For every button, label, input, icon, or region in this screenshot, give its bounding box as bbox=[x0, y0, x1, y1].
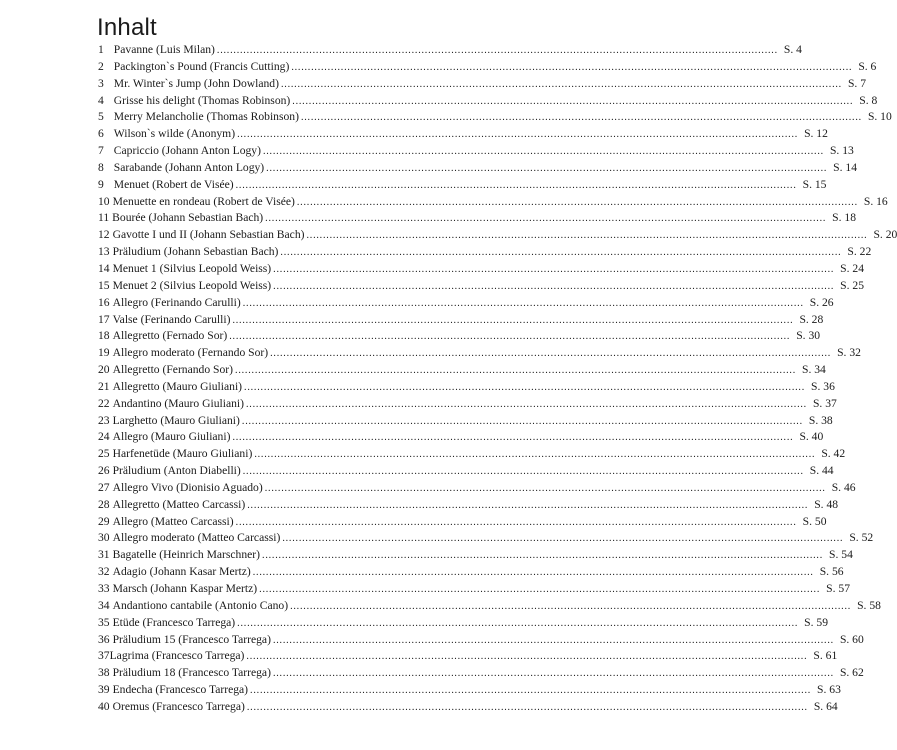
dot-leader: .......................................................................................................................................................................... bbox=[235, 179, 797, 191]
toc-entry bbox=[98, 210, 857, 227]
entry-page: S. 34 bbox=[802, 363, 826, 377]
entry-page: S. 37 bbox=[812, 396, 837, 410]
entry-page: S. 52 bbox=[849, 531, 874, 545]
entry-title: Endecha (Francesco Tarrega) bbox=[112, 683, 249, 697]
entry-number: 37 bbox=[98, 649, 110, 663]
dot-leader: .......................................................................................................................................................................... bbox=[246, 651, 808, 663]
dot-leader: .......................................................................................................................................................................... bbox=[232, 432, 794, 444]
toc-entry bbox=[98, 295, 834, 312]
entry-page: S. 54 bbox=[829, 548, 853, 562]
entry-number: 12 bbox=[98, 228, 110, 242]
entry-number: 20 bbox=[98, 363, 110, 377]
entry-title: Menuet 2 (Silvius Leopold Weiss) bbox=[112, 278, 272, 292]
entry-number: 29 bbox=[98, 514, 110, 528]
entry-title: Capriccio (Johann Anton Logy) bbox=[113, 144, 261, 158]
dot-leader: .......................................................................................................................................................................... bbox=[264, 482, 826, 494]
entry-number: 2 bbox=[98, 59, 104, 73]
dot-leader: .......................................................................................................................................................................... bbox=[262, 550, 824, 562]
toc-entry bbox=[98, 362, 826, 379]
entry-number: 13 bbox=[98, 245, 110, 259]
entry-title: Präludium (Anton Diabelli) bbox=[112, 464, 241, 478]
toc-entry bbox=[98, 93, 878, 110]
toc-entry bbox=[98, 194, 888, 211]
toc-entry bbox=[98, 345, 861, 362]
toc-entry bbox=[98, 244, 872, 261]
dot-leader: .......................................................................................................................................................................... bbox=[306, 230, 868, 242]
dot-leader: .......................................................................................................................................................................... bbox=[247, 499, 809, 511]
entry-page: S. 64 bbox=[813, 699, 838, 713]
dot-leader: .......................................................................................................................................................................... bbox=[290, 600, 852, 612]
entry-title: Allegro moderato (Fernando Sor) bbox=[112, 346, 269, 360]
entry-page: S. 36 bbox=[811, 379, 835, 393]
dot-leader: .......................................................................................................................................................................... bbox=[282, 533, 844, 545]
entry-page: S. 10 bbox=[867, 110, 892, 124]
entry-title: Mr. Winter`s Jump (John Dowland) bbox=[113, 76, 279, 90]
dot-leader: .......................................................................................................................................................................... bbox=[245, 398, 807, 410]
toc-entry bbox=[98, 278, 865, 295]
toc-entry bbox=[98, 682, 841, 699]
dot-leader: .......................................................................................................................................................................... bbox=[265, 213, 827, 225]
entry-page: S. 18 bbox=[832, 211, 857, 225]
dot-leader: .......................................................................................................................................................................... bbox=[262, 146, 824, 158]
toc-entry bbox=[98, 42, 802, 59]
toc-entry bbox=[98, 109, 892, 126]
toc-entry bbox=[98, 413, 833, 430]
entry-number: 36 bbox=[98, 632, 110, 646]
toc-entry bbox=[98, 547, 853, 564]
toc-entry bbox=[98, 227, 897, 244]
dot-leader: .......................................................................................................................................................................... bbox=[273, 263, 835, 275]
toc-entry bbox=[98, 160, 858, 177]
entry-page: S. 30 bbox=[796, 329, 821, 343]
entry-title: Adagio (Johann Kasar Mertz) bbox=[112, 565, 251, 579]
entry-page: S. 28 bbox=[799, 312, 824, 326]
entry-number: 26 bbox=[98, 464, 110, 478]
entry-number: 17 bbox=[98, 312, 110, 326]
dot-leader: .......................................................................................................................................................................... bbox=[273, 280, 835, 292]
entry-page: S. 26 bbox=[809, 295, 834, 309]
toc-entry bbox=[98, 665, 864, 682]
entry-title: Gavotte I und II (Johann Sebastian Bach) bbox=[112, 228, 305, 242]
entry-page: S. 16 bbox=[863, 194, 888, 208]
entry-page: S. 57 bbox=[826, 582, 850, 595]
table-of-contents bbox=[98, 42, 897, 716]
entry-number: 8 bbox=[98, 160, 104, 174]
entry-number: 18 bbox=[98, 329, 110, 343]
entry-page: S. 59 bbox=[804, 615, 829, 629]
entry-title: Allegro (Ferinando Carulli) bbox=[112, 295, 241, 309]
entry-title: Allegretto (Fernado Sor) bbox=[112, 329, 228, 343]
entry-title: Allegro Vivo (Dionisio Aguado) bbox=[112, 480, 263, 494]
toc-entry bbox=[98, 463, 834, 480]
entry-page: S. 63 bbox=[817, 683, 841, 697]
entry-number: 5 bbox=[98, 110, 104, 124]
entry-number: 3 bbox=[98, 76, 104, 90]
entry-page: S. 13 bbox=[829, 144, 854, 158]
entry-page: S. 4 bbox=[783, 43, 802, 56]
dot-leader: .......................................................................................................................................................................... bbox=[259, 584, 821, 595]
entry-page: S. 48 bbox=[814, 497, 839, 511]
toc-entry bbox=[98, 581, 850, 598]
entry-title: Allegro (Matteo Carcassi) bbox=[112, 514, 234, 528]
entry-number: 35 bbox=[98, 615, 110, 629]
entry-title: Menuette en rondeau (Robert de Visée) bbox=[112, 194, 295, 208]
dot-leader: .......................................................................................................................................................................... bbox=[300, 112, 862, 124]
entry-page: S. 7 bbox=[847, 76, 867, 90]
entry-page: S. 25 bbox=[840, 278, 865, 292]
entry-number: 1 bbox=[98, 43, 104, 56]
dot-leader: .......................................................................................................................................................................... bbox=[292, 95, 854, 107]
entry-number: 28 bbox=[98, 497, 110, 511]
entry-title: Oremus (Francesco Tarrega) bbox=[112, 699, 245, 713]
entry-title: Grisse his delight (Thomas Robinson) bbox=[113, 93, 291, 107]
dot-leader: .......................................................................................................................................................................... bbox=[270, 348, 832, 360]
toc-entry bbox=[98, 126, 828, 143]
toc-entry bbox=[98, 632, 864, 649]
entry-page: S. 62 bbox=[839, 666, 864, 680]
dot-leader: .......................................................................................................................................................................... bbox=[237, 617, 799, 629]
entry-title: Harfenetüde (Mauro Giuliani) bbox=[112, 447, 253, 461]
entry-title: Präludium 15 (Francesco Tarrega) bbox=[112, 632, 271, 646]
entry-page: S. 15 bbox=[802, 177, 827, 191]
entry-title: Präludium (Johann Sebastian Bach) bbox=[112, 245, 279, 259]
dot-leader: .......................................................................................................................................................................... bbox=[280, 247, 842, 259]
toc-entry bbox=[98, 514, 827, 531]
toc-entry bbox=[98, 143, 854, 160]
dot-leader: .......................................................................................................................................................................... bbox=[232, 314, 794, 326]
entry-page: S. 12 bbox=[804, 127, 828, 141]
dot-leader: .......................................................................................................................................................................... bbox=[246, 701, 808, 713]
toc-entry bbox=[98, 261, 865, 278]
entry-title: Sarabande (Johann Anton Logy) bbox=[113, 160, 265, 174]
entry-title: Lagrima (Francesco Tarrega) bbox=[109, 649, 245, 663]
entry-page: S. 32 bbox=[837, 346, 861, 360]
entry-number: 16 bbox=[98, 295, 110, 309]
entry-number: 21 bbox=[98, 379, 110, 393]
toc-entry bbox=[98, 497, 839, 514]
entry-page: S. 6 bbox=[858, 59, 877, 73]
entry-page: S. 14 bbox=[833, 160, 858, 174]
entry-page: S. 40 bbox=[799, 430, 824, 444]
entry-page: S. 20 bbox=[873, 228, 897, 242]
entry-number: 32 bbox=[98, 565, 110, 579]
dot-leader: .......................................................................................................................................................................... bbox=[216, 45, 778, 56]
entry-number: 33 bbox=[98, 582, 110, 595]
entry-number: 31 bbox=[98, 548, 110, 562]
entry-number: 22 bbox=[98, 396, 110, 410]
entry-title: Allegretto (Mauro Giuliani) bbox=[112, 379, 243, 393]
dot-leader: .......................................................................................................................................................................... bbox=[229, 331, 791, 343]
dot-leader: .......................................................................................................................................................................... bbox=[244, 381, 806, 393]
entry-title: Allegro (Mauro Giuliani) bbox=[112, 430, 231, 444]
entry-page: S. 22 bbox=[847, 245, 872, 259]
entry-page: S. 58 bbox=[857, 598, 881, 612]
toc-entry bbox=[98, 59, 877, 76]
entry-number: 38 bbox=[98, 666, 110, 680]
toc-entry bbox=[98, 328, 821, 345]
toc-entry bbox=[98, 615, 829, 632]
toc-entry bbox=[98, 76, 867, 93]
toc-entry bbox=[98, 564, 844, 581]
dot-leader: .......................................................................................................................................................................... bbox=[242, 466, 804, 478]
dot-leader: .......................................................................................................................................................................... bbox=[291, 61, 853, 73]
entry-title: Bagatelle (Heinrich Marschner) bbox=[112, 548, 261, 562]
entry-number: 40 bbox=[98, 699, 110, 713]
entry-title: Packington`s Pound (Francis Cutting) bbox=[113, 59, 290, 73]
entry-title: Andantino (Mauro Giuliani) bbox=[112, 396, 244, 410]
entry-title: Menuet 1 (Silvius Leopold Weiss) bbox=[112, 261, 272, 275]
entry-number: 15 bbox=[98, 278, 110, 292]
entry-title: Bourée (Johann Sebastian Bach) bbox=[112, 211, 264, 225]
toc-entry bbox=[98, 446, 846, 463]
entry-page: S. 38 bbox=[808, 413, 833, 427]
dot-leader: .......................................................................................................................................................................... bbox=[252, 567, 814, 579]
dot-leader: .......................................................................................................................................................................... bbox=[241, 415, 803, 427]
dot-leader: .......................................................................................................................................................................... bbox=[235, 516, 797, 528]
entry-title: Wilson`s wilde (Anonym) bbox=[113, 127, 236, 141]
entry-title: Merry Melancholie (Thomas Robinson) bbox=[113, 110, 299, 124]
entry-page: S. 44 bbox=[809, 464, 834, 478]
entry-title: Menuet (Robert de Visée) bbox=[113, 177, 234, 191]
dot-leader: .......................................................................................................................................................................... bbox=[272, 634, 834, 646]
entry-title: Allegretto (Matteo Carcassi) bbox=[112, 497, 246, 511]
dot-leader: .......................................................................................................................................................................... bbox=[254, 449, 816, 461]
toc-entry bbox=[98, 312, 824, 329]
entry-number: 23 bbox=[98, 413, 110, 427]
entry-number: 10 bbox=[98, 194, 110, 208]
entry-page: S. 50 bbox=[802, 514, 827, 528]
entry-title: Etüde (Francesco Tarrega) bbox=[112, 615, 236, 629]
entry-page: S. 42 bbox=[821, 447, 846, 461]
entry-number: 14 bbox=[98, 261, 110, 275]
entry-title: Marsch (Johann Kaspar Mertz) bbox=[112, 582, 258, 595]
entry-title: Andantiono cantabile (Antonio Cano) bbox=[112, 598, 289, 612]
dot-leader: .......................................................................................................................................................................... bbox=[250, 685, 812, 697]
entry-number: 9 bbox=[98, 177, 104, 191]
entry-number: 39 bbox=[98, 683, 110, 697]
dot-leader: .......................................................................................................................................................................... bbox=[272, 668, 834, 680]
entry-title: Pavanne (Luis Milan) bbox=[113, 43, 215, 56]
entry-title: Allegretto (Fernando Sor) bbox=[112, 363, 234, 377]
entry-number: 11 bbox=[98, 211, 110, 225]
toc-entry bbox=[98, 379, 835, 396]
entry-number: 6 bbox=[98, 127, 104, 141]
dot-leader: .......................................................................................................................................................................... bbox=[296, 196, 858, 208]
entry-number: 19 bbox=[98, 346, 110, 360]
toc-entry bbox=[98, 177, 827, 194]
entry-number: 27 bbox=[98, 480, 110, 494]
toc-entry bbox=[98, 598, 881, 615]
entry-page: S. 60 bbox=[839, 632, 864, 646]
dot-leader: .......................................................................................................................................................................... bbox=[242, 297, 804, 309]
entry-page: S. 61 bbox=[813, 649, 838, 663]
entry-number: 30 bbox=[98, 531, 110, 545]
entry-number: 24 bbox=[98, 430, 110, 444]
entry-page: S. 46 bbox=[831, 480, 856, 494]
entry-number: 4 bbox=[98, 93, 104, 107]
dot-leader: .......................................................................................................................................................................... bbox=[237, 129, 799, 141]
entry-title: Larghetto (Mauro Giuliani) bbox=[112, 413, 240, 427]
entry-number: 25 bbox=[98, 447, 110, 461]
toc-entry bbox=[98, 699, 838, 716]
dot-leader: .......................................................................................................................................................................... bbox=[280, 78, 842, 90]
entry-number: 7 bbox=[98, 144, 104, 158]
entry-title: Valse (Ferinando Carulli) bbox=[112, 312, 231, 326]
toc-entry bbox=[98, 648, 838, 665]
entry-page: S. 8 bbox=[859, 93, 878, 107]
dot-leader: .......................................................................................................................................................................... bbox=[266, 162, 828, 174]
entry-title: Allegro moderato (Matteo Carcassi) bbox=[112, 531, 281, 545]
entry-number: 34 bbox=[98, 598, 110, 612]
toc-entry bbox=[98, 530, 874, 547]
entry-page: S. 24 bbox=[840, 261, 865, 275]
entry-title: Präludium 18 (Francesco Tarrega) bbox=[112, 666, 271, 680]
toc-entry bbox=[98, 480, 856, 497]
entry-page: S. 56 bbox=[819, 565, 844, 579]
toc-entry bbox=[98, 396, 837, 413]
page-title: Inhalt bbox=[97, 14, 157, 41]
toc-entry bbox=[98, 429, 824, 446]
dot-leader: .......................................................................................................................................................................... bbox=[235, 365, 797, 377]
